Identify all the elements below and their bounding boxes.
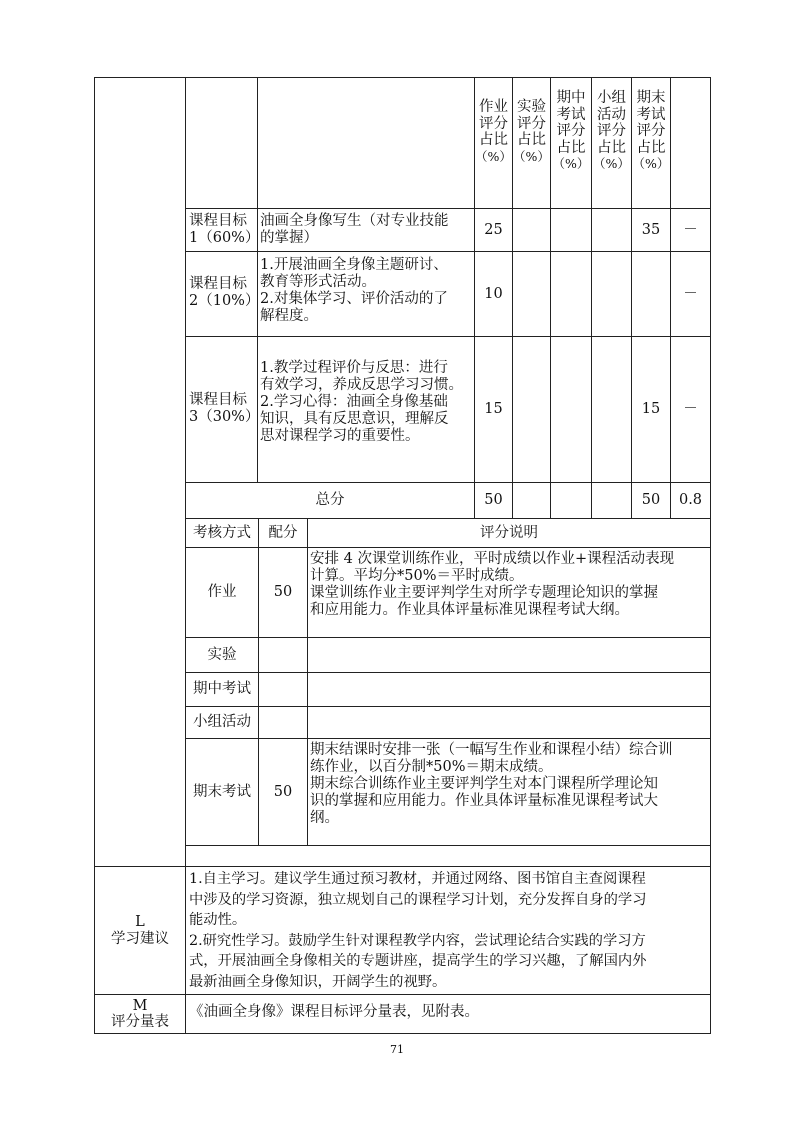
grid-line — [185, 637, 711, 638]
assessment-final-description: 期末结课时安排一张（一幅写生作业和课程小结）综合训 练作业，以百分制*50%＝期末成绩。 期末综合训练作业主要评判学生对本门课程所学理论知 识的掌握和应用能力。作业具体评量标准见课程考试大 纲。 — [310, 742, 673, 826]
grid-line — [94, 866, 711, 867]
total-last: 0.8 — [678, 492, 703, 508]
assessment-final-score: 50 — [273, 783, 293, 800]
total-final: 50 — [641, 492, 661, 508]
homework-weight-header: 作业 评分 占比 （%） — [475, 99, 512, 164]
goal-3-final-weight: 15 — [641, 401, 661, 417]
assessment-homework-score: 50 — [273, 584, 293, 600]
grid-line — [94, 77, 711, 78]
goal-2-label: 课程目标 2（10%） — [189, 276, 260, 309]
goal-2-homework-weight: 10 — [484, 285, 503, 302]
learning-advice-letter: L — [135, 913, 145, 930]
rating-scale-text: 《油画全身像》课程目标评分量表，见附表。 — [189, 1004, 479, 1020]
goal-2-final-weight — [632, 252, 670, 336]
goal-2-last: － — [683, 285, 698, 302]
learning-advice-label — [95, 867, 185, 994]
goal-1-label: 课程目标 1（60%） — [189, 213, 260, 246]
rating-scale-letter: M — [132, 998, 148, 1014]
goal-3-content: 1.教学过程评价与反思：进行 有效学习，养成反思学习习惯。 2.学习心得：油画全身像基础 知识，具有反思意识，理解反 思对课程学习的重要性。 — [260, 360, 463, 444]
grid-line — [185, 706, 711, 707]
page-number: 71 — [390, 1043, 404, 1056]
assessment-homework-method: 作业 — [207, 584, 237, 600]
goal-3-label: 课程目标 3（30%） — [189, 392, 260, 425]
grid-line — [94, 994, 711, 995]
learning-advice-content: 1.自主学习。建议学生通过预习教材，并通过网络、图书馆自主查阅课程 中涉及的学习资源，独立规划自己的课程学习计划，充分发挥自身的学习 能动性。 2.研究性学习。鼓励学生针对课程教学内容，尝试理论结合实践的学习方 式，开展油画全身像相关的专题讲座，提高学生的学习兴趣，了解国内外 最新油画全身像知识，开阔学生的视野。 — [189, 871, 647, 990]
goal-1-content: 油画全身像写生（对专业技能 的掌握） — [260, 213, 449, 246]
goal-3-homework-weight: 15 — [484, 401, 503, 417]
total-homework: 50 — [484, 492, 503, 508]
grid-line — [185, 845, 711, 846]
grid-line — [307, 518, 308, 845]
final-weight-header: 期末 考试 评分 占比 （%） — [632, 90, 670, 171]
goal-1-final-weight: 35 — [641, 221, 661, 238]
assessment-midterm-method: 期中考试 — [193, 681, 251, 697]
assessment-description-header: 评分说明 — [480, 524, 538, 541]
experiment-weight-header: 实验 评分 占比 （%） — [513, 99, 550, 164]
assessment-score-header: 配分 — [268, 524, 298, 541]
total-label: 总分 — [315, 492, 345, 508]
grid-line — [710, 77, 711, 1034]
group-weight-header: 小组 活动 评分 占比 （%） — [593, 90, 630, 171]
grid-line — [185, 672, 711, 673]
learning-advice-title: 学习建议 — [111, 930, 169, 947]
rating-scale-title: 评分量表 — [111, 1014, 169, 1030]
goal-1-last: － — [683, 221, 698, 238]
assessment-experiment-method: 实验 — [207, 646, 237, 663]
assessment-group-method: 小组活动 — [193, 714, 251, 730]
goal-1-homework-weight: 25 — [484, 221, 503, 238]
goal-2-content: 1.开展油画全身像主题研讨、 教育等形式活动。 2.对集体学习、评价活动的了 解程度。 — [260, 257, 448, 324]
assessment-method-header: 考核方式 — [193, 524, 251, 541]
grid-line — [94, 1033, 711, 1034]
assessment-homework-description: 安排 4 次课堂训练作业，平时成绩以作业+课程活动表现 计算。平均分*50%＝平时成绩。 课堂训练作业主要评判学生对所学专题理论知识的掌握 和应用能力。作业具体评量标准见课程考试大纲。 — [310, 551, 675, 618]
assessment-final-method: 期末考试 — [193, 783, 251, 800]
rating-scale-label — [95, 995, 185, 1033]
goal-3-last: － — [683, 401, 698, 417]
midterm-weight-header: 期中 考试 评分 占比 （%） — [552, 90, 590, 171]
